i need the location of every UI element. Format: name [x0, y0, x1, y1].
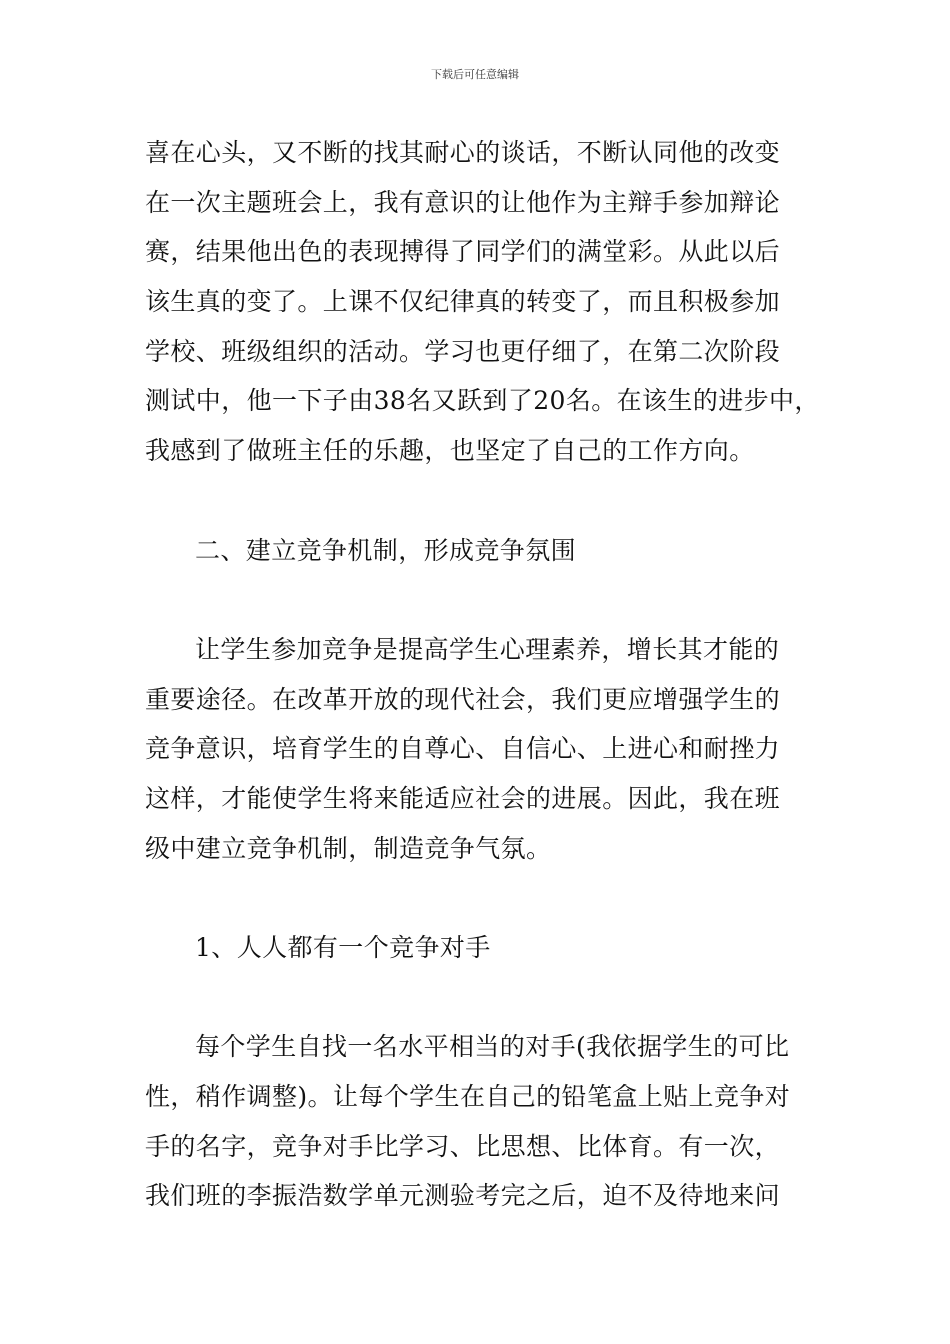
- text-line: 手的名字，竞争对手比学习、比思想、比体育。有一次，: [145, 1131, 781, 1161]
- text-line: 让学生参加竞争是提高学生心理素养，增长其才能的: [195, 634, 780, 664]
- text-line: 该生真的变了。上课不仅纪律真的转变了，而且积极参加: [145, 287, 781, 317]
- section-heading: 二、建立竞争机制，形成竞争氛围: [195, 535, 577, 565]
- paragraph: [145, 1022, 825, 1221]
- text-line: 这样，才能使学生将来能适应社会的进展。因此，我在班: [145, 783, 781, 813]
- paragraph-gap: [145, 873, 825, 923]
- page-header-note: 下载后可任意编辑: [431, 68, 519, 81]
- subsection-heading: 1、人人都有一个竞争对手: [195, 933, 491, 962]
- paragraph: [145, 128, 825, 476]
- text-line: 性，稍作调整)。让每个学生在自己的铅笔盒上贴上竞争对: [145, 1082, 791, 1112]
- text-line: 我感到了做班主任的乐趣，也坚定了自己的工作方向。: [145, 436, 755, 466]
- text-line: 级中建立竞争机制，制造竞争气氛。: [145, 833, 552, 863]
- text-line: 测试中，他一下子由38名又跃到了20名。在该生的进步中，: [145, 386, 820, 416]
- text-line: 我们班的李振浩数学单元测验考完之后，迫不及待地来问: [145, 1181, 781, 1211]
- text-line: 竞争意识，培育学生的自尊心、自信心、上进心和耐挫力: [145, 734, 781, 764]
- text-line: 在一次主题班会上，我有意识的让他作为主辩手参加辩论: [145, 187, 781, 217]
- paragraph-gap: [145, 973, 825, 1023]
- text-line: 喜在心头，又不断的找其耐心的谈话，不断认同他的改变: [145, 138, 781, 167]
- document-body: [145, 128, 825, 1221]
- text-line: 赛，结果他出色的表现搏得了同学们的满堂彩。从此以后: [145, 237, 781, 267]
- text-line: 每个学生自找一名水平相当的对手(我依据学生的可比: [195, 1032, 790, 1062]
- paragraph: [145, 625, 825, 873]
- text-line: 学校、班级组织的活动。学习也更仔细了，在第二次阶段: [145, 336, 781, 366]
- paragraph-gap: [145, 476, 825, 526]
- text-line: 重要途径。在改革开放的现代社会，我们更应增强学生的: [145, 684, 781, 714]
- paragraph-gap: [145, 575, 825, 625]
